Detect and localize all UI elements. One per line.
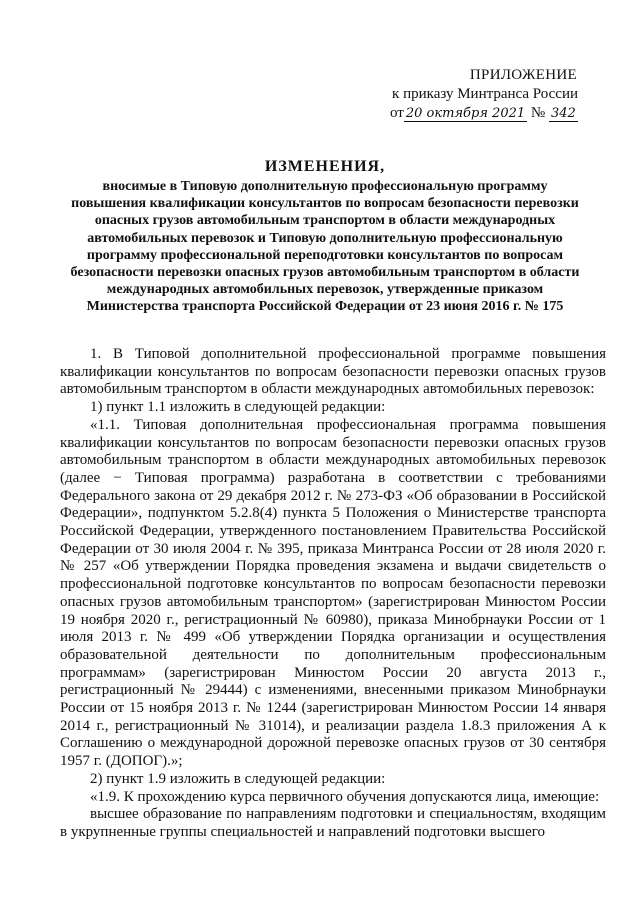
paragraph: 1. В Типовой дополнительной профессиональной программе повышения квалификации консультантов по вопросам безопасности перевозки опасных грузов автомобильным транспортом в области международных автомобильных перевозок: [60,346,606,398]
handwritten-date: 20 октября 2021 [405,106,526,121]
paragraph: высшее образование по направлениям подготовки и специальностям, входящим в укрупненные группы специальностей и направлений подготовки высшего [60,806,606,840]
annex-date-line [380,104,620,123]
paragraph: 2) пункт 1.9 изложить в следующей редакции: [90,770,386,787]
document-title: ИЗМЕНЕНИЯ, [264,158,386,175]
number-prefix: № [530,105,546,121]
handwritten-number: 342 [550,106,576,121]
paragraph: «1.1. Типовая дополнительная профессиональная программа повышения квалификации консультантов по вопросам безопасности перевозки опасных грузов автомобильным транспортом в области международных автомобильных перевозок (далее − Типовая программа) разработана в соответствии с требованиями Федерального закона от 29 декабря 2012 г. № 273-ФЗ «Об образовании в Российской Федерации», подпунктом 5.2.8(4) пункта 5 Положения о Министерстве транспорта Российской Федерации, утвержденного постановлением Правительства Российской Федерации от 30 июля 2004 г. № 395, приказа Минтранса России от 28 июля 2020 г. № 257 «Об утверждении Порядка проведения экзамена и выдачи свидетельств о профессиональной подготовке консультантов по вопросам безопасности перевозки опасных грузов автомобильным транспортом» (зарегистрирован Минюстом России 19 ноября 2020 г., регистрационный № 60980), приказа Минобрнауки России от 1 июля 2013 г. № 499 «Об утверждении Порядка организации и осуществления образовательной деятельности по дополнительным профессиональным программам» (зарегистрирован Минюстом России 20 августа 2013 г., регистрационный № 29444) с изменениями, внесенными приказом Минобрнауки России от 15 ноября 2013 г. № 1244 (зарегистрирован Минюстом России 14 января 2014 г., регистрационный № 31014), и реализации раздела 1.8.3 приложения А к Соглашению о международной дорожной перевозке опасных грузов от 30 сентября 1957 г. (ДОПОГ).»; [60,416,606,770]
document-subtitle: вносимые в Типовую дополнительную профессиональную программу повышения квалификации консультантов по вопросам безопасности перевозки опасных грузов автомобильным транспортом в области международных автомобильных перевозок и Типовую дополнительную профессиональную программу профессиональной переподготовки консультантов по вопросам безопасности перевозки опасных грузов автомобильным транспортом в области международных автомобильных перевозок, утвержденные приказом Министерства транспорта Российской Федерации от 23 июня 2016 г. № 175 [70,179,580,315]
annex-title: ПРИЛОЖЕНИЕ [469,67,577,83]
annex-order-line: к приказу Минтранса России [392,86,578,102]
document-body [60,346,606,842]
annex-block [380,66,620,123]
paragraph: «1.9. К прохождению курса первичного обучения допускаются лица, имеющие: [90,788,600,805]
paragraph: 1) пункт 1.1 изложить в следующей редакции: [90,399,386,416]
date-prefix: от [390,105,404,121]
